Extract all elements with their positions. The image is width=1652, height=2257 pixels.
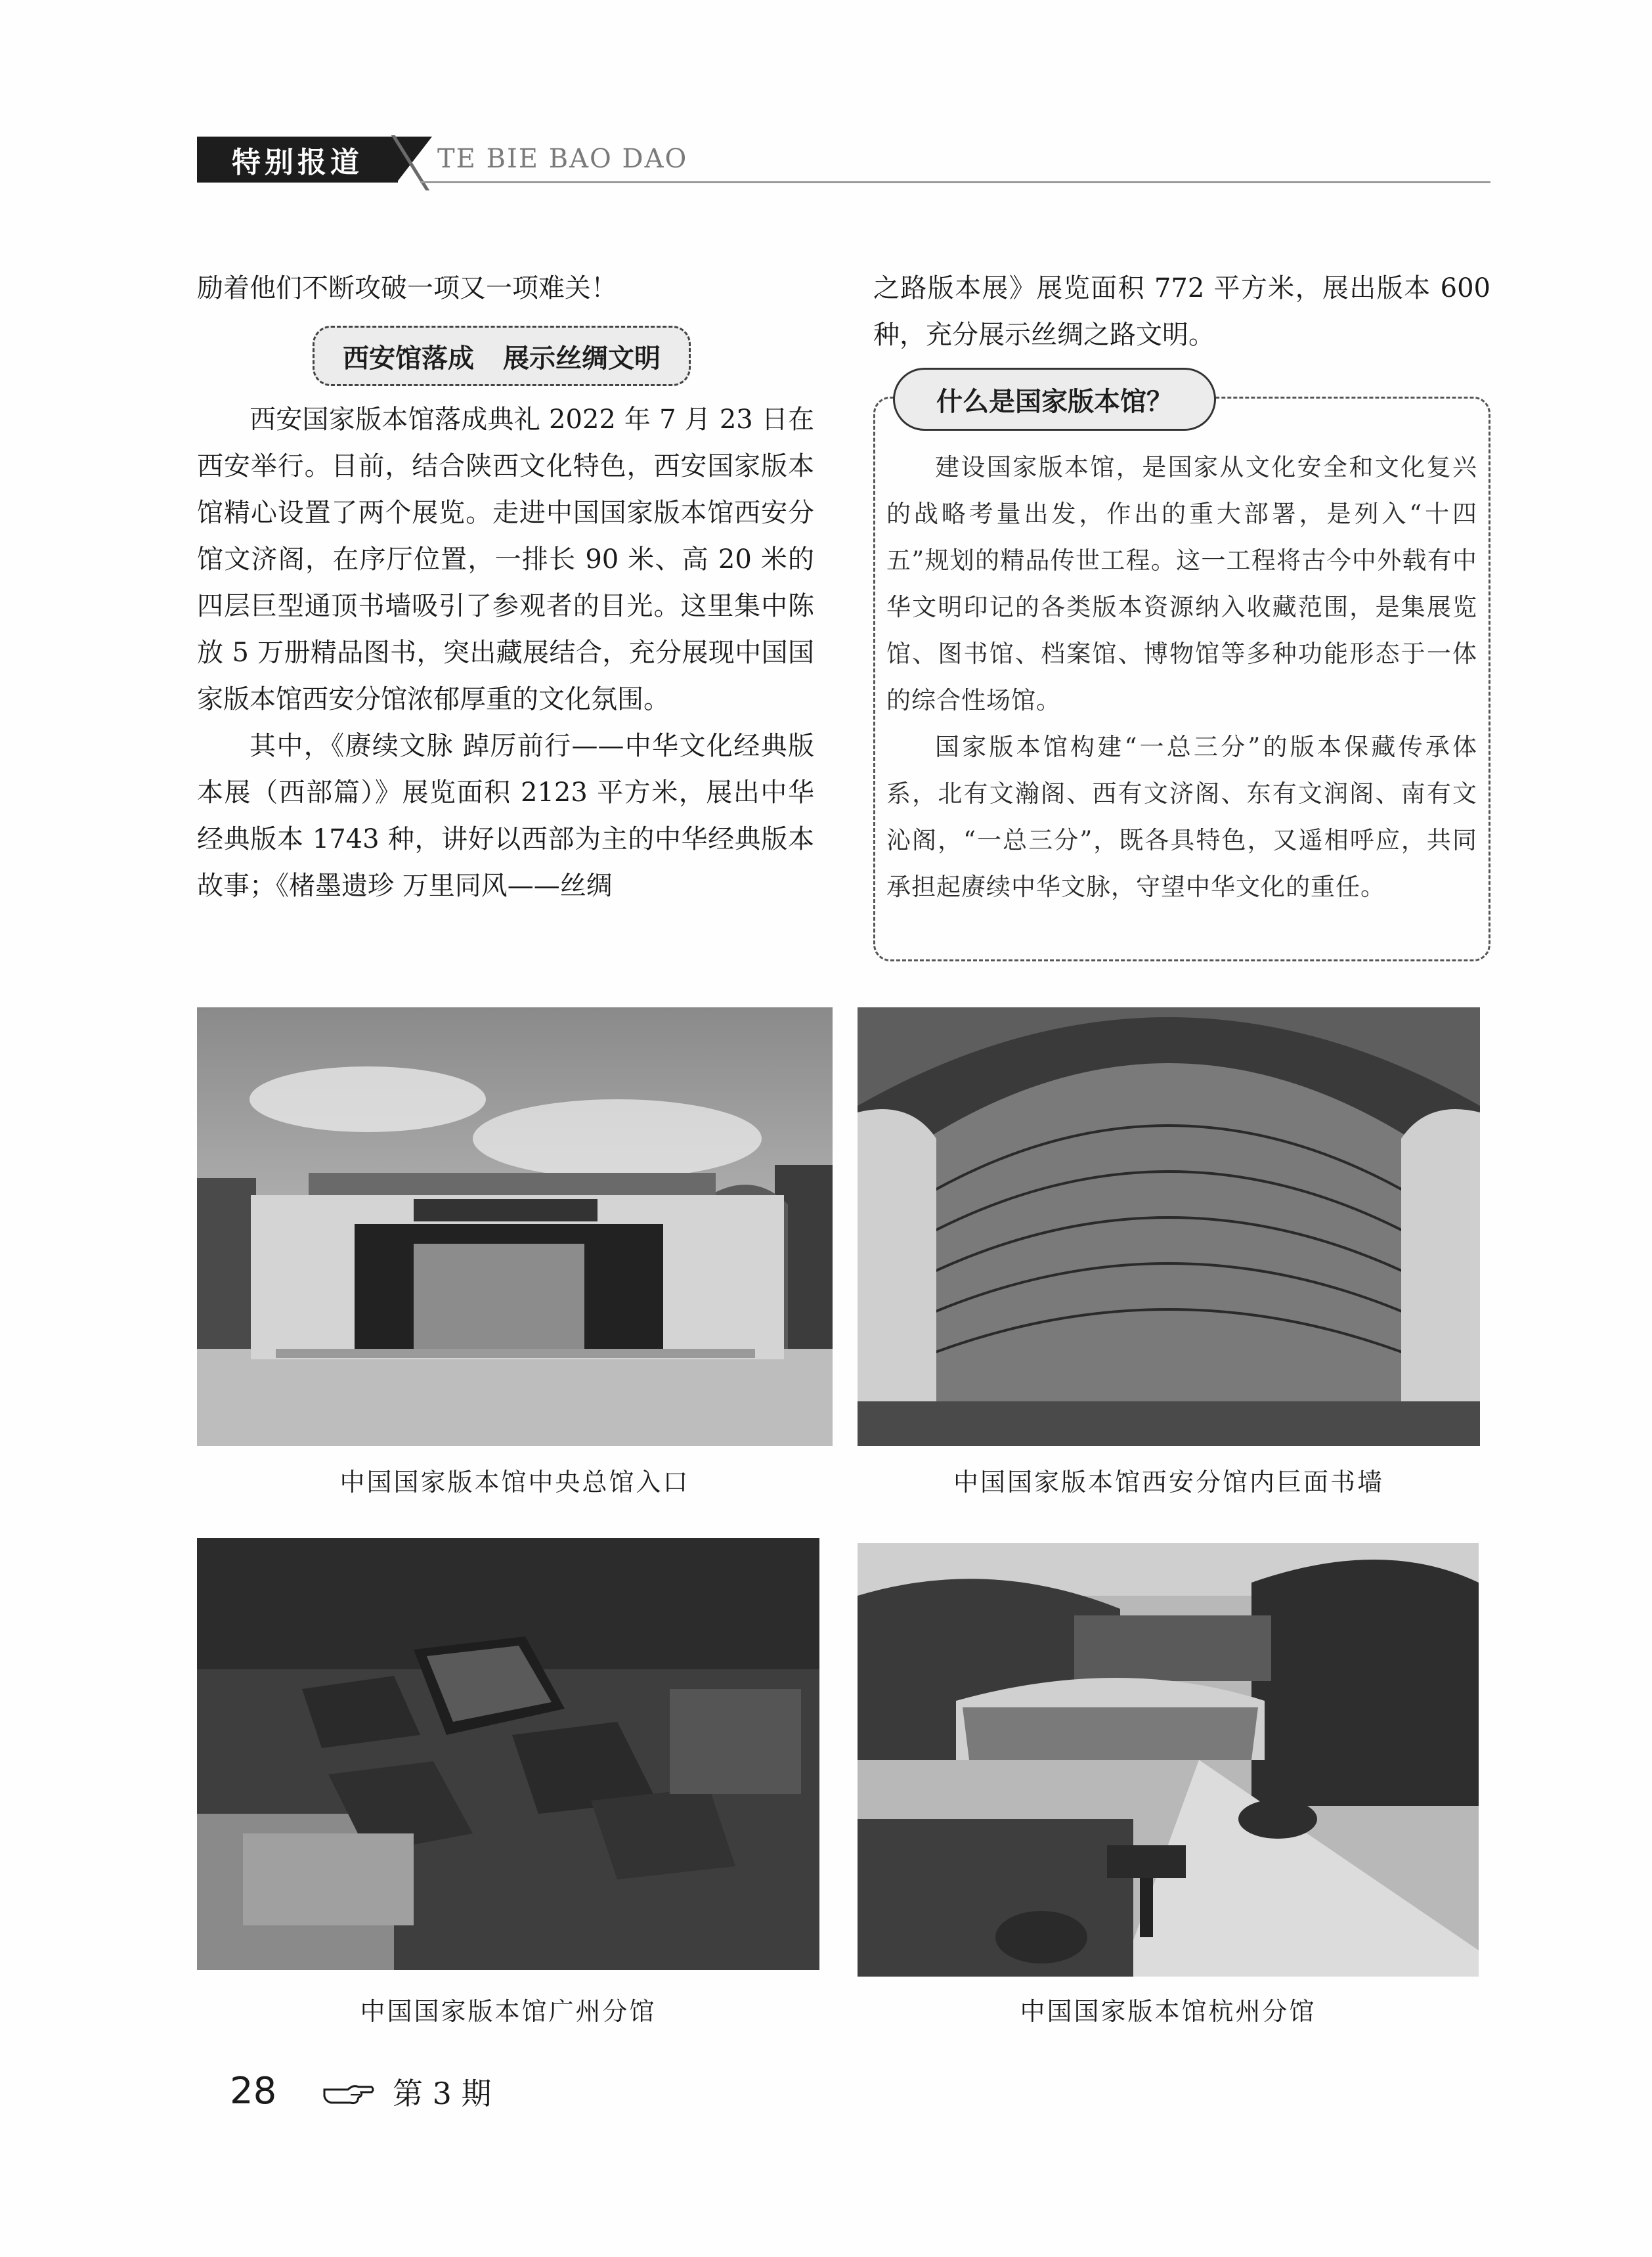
photo-central-entrance [197, 1007, 833, 1446]
page-number: 28 [230, 2070, 277, 2113]
photo-guangzhou-aerial [197, 1538, 819, 1970]
section-heading [313, 326, 691, 386]
section-badge: 特别报道 [197, 137, 398, 183]
photo-caption-4: 中国国家版本馆杭州分馆 [1020, 1997, 1316, 2026]
right-column-body [873, 265, 1490, 359]
pointing-hand-icon [322, 2076, 374, 2105]
sidebar-paragraph-1: 建设国家版本馆，是国家从文化安全和文化复兴的战略考量出发，作出的重大部署，是列入“十四五”规划的精品传世工程。这一工程将古今中外载有中华文明印记的各类版本资源纳入收藏范围，是集展览馆、图书馆、档案馆、博物馆等多种功能形态于一体的综合性场馆。 [886, 453, 1477, 714]
photo-xian-book-wall [858, 1007, 1480, 1446]
section-english-title: TE BIE BAO DAO [437, 144, 688, 174]
paragraph-xian-opening: 西安国家版本馆落成典礼 2022 年 7 月 23 日在西安举行。目前，结合陕西文化特色，西安国家版本馆精心设置了两个展览。走进中国国家版本馆西安分馆文济阁，在序厅位置，一排长 90 米、高 20 米的四层巨型通顶书墙吸引了参观者的目光。这里集中陈放 5 万册精品图书，突出藏展结合，充分展现中国国家版本馆西安分馆浓郁厚重的文化氛围。 [197, 405, 814, 714]
header-rule [420, 181, 1490, 183]
photo-hangzhou-branch [858, 1543, 1479, 1977]
paragraph-exhibitions: 其中，《赓续文脉 踔厉前行——中华文化经典版本展（西部篇）》展览面积 2123 平方米，展出中华经典版本 1743 种，讲好以西部为主的中华经典版本故事；《楮墨遗珍 万里同风——丝绸 [197, 731, 814, 901]
paragraph-continued: 励着他们不断攻破一项又一项难关！ [197, 273, 617, 303]
sidebar-title: 什么是国家版本馆？ [893, 368, 1216, 431]
photo-caption-3: 中国国家版本馆广州分馆 [360, 1997, 657, 2026]
paragraph-continued-right: 之路版本展》展览面积 772 平方米，展出版本 600 种，充分展示丝绸之路文明。 [873, 273, 1490, 350]
photo-caption-1: 中国国家版本馆中央总馆入口 [339, 1468, 690, 1497]
left-column-intro [197, 265, 814, 312]
sidebar-paragraph-2: 国家版本馆构建“一总三分”的版本保藏传承体系，北有文瀚阁、西有文济阁、东有文润阁、南有文沁阁，“一总三分”，既各具特色，又遥相呼应，共同承担起赓续中华文脉，守望中华文化的重任。 [886, 733, 1477, 901]
section-heading-part-b: 展示丝绸文明 [503, 343, 661, 374]
issue-label: 第 3 期 [393, 2076, 492, 2111]
badge-arrow [397, 137, 432, 183]
sidebar-text [886, 444, 1477, 910]
section-heading-part-a: 西安馆落成 [343, 343, 474, 374]
left-column-body [197, 397, 814, 909]
photo-caption-2: 中国国家版本馆西安分馆内巨面书墙 [953, 1468, 1384, 1497]
